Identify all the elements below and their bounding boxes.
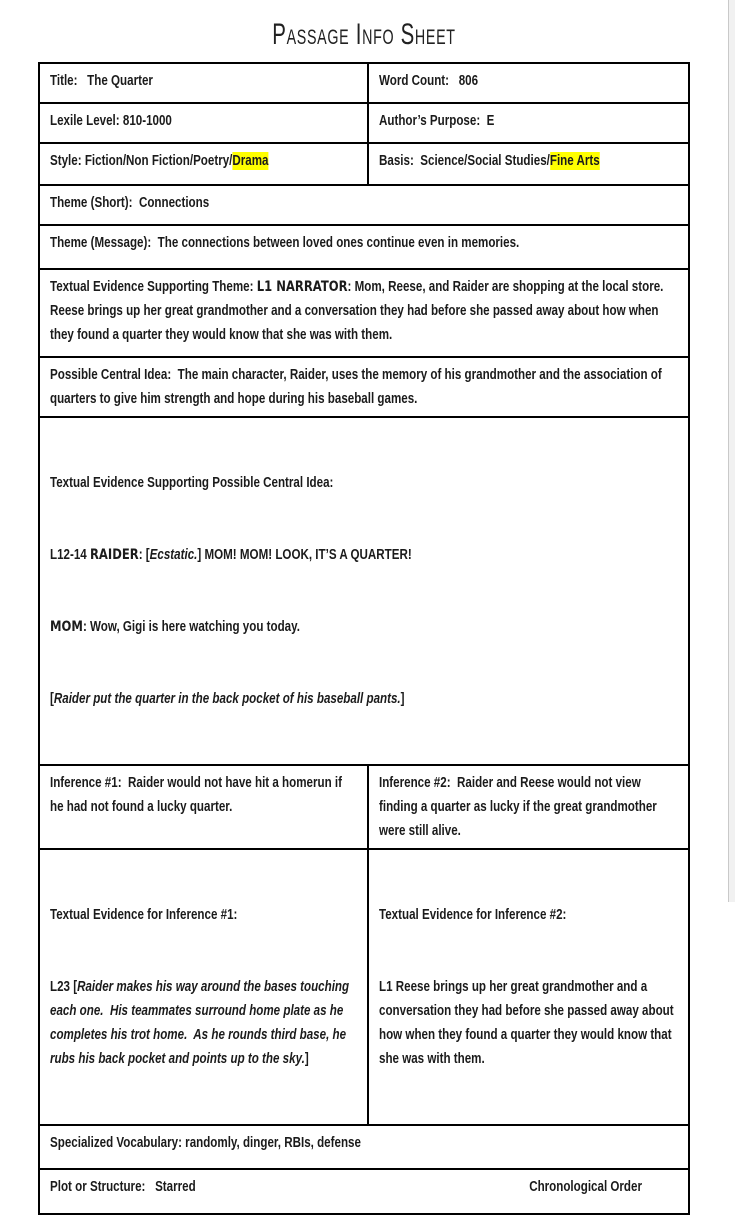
evidence-central-idea-field xyxy=(40,418,688,764)
theme-short-value: Connections xyxy=(138,195,210,211)
stage-direction-bases: Raider makes his way around the bases touching each one. His teammates surround home plate as he completes his trot home. As he rounds third base, he rubs his back pocket and points up to the sky. xyxy=(50,979,353,1067)
quote-text: ] MOM! MOM! LOOK, IT’S A QUARTER! xyxy=(197,547,412,563)
inference-1-field xyxy=(40,766,367,848)
basis-options: Science/Social Studies/ xyxy=(420,153,551,169)
evidence-central-idea-label: Textual Evidence Supporting Possible Central Idea: xyxy=(50,475,334,491)
row-lexile-purpose xyxy=(40,102,688,142)
bracket-open: [ xyxy=(50,691,54,707)
title-field xyxy=(40,64,367,102)
vocabulary-value: randomly, dinger, RBIs, defense xyxy=(185,1135,361,1151)
stage-direction-pocket: Raider put the quarter in the back pocket of his baseball pants. xyxy=(53,691,401,707)
evidence-inference-1-close: ] xyxy=(304,1051,309,1067)
central-idea-text: The main character, Raider, uses the memory of his grandmother and the association of quarters to give him strength and hope during his baseball games. xyxy=(50,367,665,407)
row-evidence-theme xyxy=(40,268,688,356)
inference-2-label: Inference #2: xyxy=(379,775,458,791)
authors-purpose-field xyxy=(367,104,688,142)
vocabulary-field xyxy=(40,1126,688,1168)
evidence-theme-speaker: NARRATOR xyxy=(276,279,348,295)
plot-structure-field xyxy=(40,1170,688,1213)
word-count-label: Word Count: xyxy=(379,73,459,89)
row-evidence-central-idea xyxy=(40,416,688,764)
page-edge-strip xyxy=(728,0,735,902)
inference-2-field xyxy=(367,766,688,848)
row-inferences xyxy=(40,764,688,848)
plot-structure-value: Starred xyxy=(155,1179,196,1195)
row-central-idea xyxy=(40,356,688,416)
style-label: Style: xyxy=(50,153,85,169)
word-count-value: 806 xyxy=(458,73,479,89)
basis-selected-highlight: Fine Arts xyxy=(550,153,600,169)
inference-1-label: Inference #1: xyxy=(50,775,129,791)
title-value: The Quarter xyxy=(87,73,153,89)
theme-short-label: Theme (Short): xyxy=(50,195,139,211)
evidence-central-idea-mom-line xyxy=(50,615,678,639)
inference-2-text: Raider and Reese would not view finding a quarter as lucky if the great grandmother were still alive. xyxy=(379,775,661,839)
row-theme-short xyxy=(40,184,688,224)
row-plot-structure xyxy=(40,1168,688,1213)
theme-message-value: The connections between loved ones continue even in memories. xyxy=(157,235,520,251)
central-idea-field xyxy=(40,358,688,416)
evidence-inference-1-label: Textual Evidence for Inference #1: xyxy=(50,907,238,923)
theme-short-field xyxy=(40,186,688,224)
evidence-inference-2-label: Textual Evidence for Inference #2: xyxy=(379,907,567,923)
inference-1-text: Raider would not have hit a homerun if he had not found a lucky quarter. xyxy=(50,775,346,815)
evidence-theme-label: Textual Evidence Supporting Theme: xyxy=(50,279,257,295)
stage-direction-ecstatic: Ecstatic. xyxy=(149,547,198,563)
basis-label: Basis: xyxy=(379,153,421,169)
plot-structure-order: Chronological Order xyxy=(529,1179,642,1195)
bracket-close: ] xyxy=(400,691,405,707)
lexile-label: Lexile Level: xyxy=(50,113,123,129)
page-title: Passage Info Sheet xyxy=(272,18,456,51)
mom-quote-text: : Wow, Gigi is here watching you today. xyxy=(82,619,300,635)
quote-speaker-raider: RAIDER xyxy=(89,547,139,563)
row-vocabulary xyxy=(40,1124,688,1168)
word-count-field xyxy=(367,64,688,102)
row-evidence-inferences xyxy=(40,848,688,1124)
evidence-inference-1-field xyxy=(40,850,367,1124)
theme-message-field xyxy=(40,226,688,268)
evidence-central-idea-quote-line xyxy=(50,543,678,567)
lexile-field xyxy=(40,104,367,142)
evidence-theme-text: : Mom, Reese, and Raider are shopping at the local store. Reese brings up her great grandmother and a conversation they had before she passed away about how when they found a quarter they would know that she was with them. xyxy=(50,279,670,343)
evidence-theme-field xyxy=(40,270,688,356)
style-selected-highlight: Drama xyxy=(232,153,269,169)
style-options: Fiction/Non Fiction/Poetry/ xyxy=(84,153,233,169)
row-style-basis xyxy=(40,142,688,184)
passage-info-table xyxy=(38,62,690,1215)
central-idea-label: Possible Central Idea: xyxy=(50,367,178,383)
authors-purpose-value: E xyxy=(486,113,495,129)
evidence-theme-line-ref: L1 xyxy=(256,279,277,295)
title-label: Title: xyxy=(50,73,88,89)
row-theme-message xyxy=(40,224,688,268)
authors-purpose-label: Author’s Purpose: xyxy=(379,113,487,129)
basis-field xyxy=(367,144,688,184)
quote-punctuation: : [ xyxy=(138,547,150,563)
plot-structure-left xyxy=(50,1175,196,1199)
plot-structure-label: Plot or Structure: xyxy=(50,1179,156,1195)
quote-speaker-mom: MOM xyxy=(50,619,83,635)
evidence-inference-1-open: L23 [ xyxy=(50,979,78,995)
evidence-central-idea-stage-line xyxy=(50,687,678,711)
evidence-inference-1-quote xyxy=(50,975,357,1071)
lexile-value: 810-1000 xyxy=(122,113,172,129)
quote-line-ref: L12-14 xyxy=(50,547,90,563)
vocabulary-label: Specialized Vocabulary: xyxy=(50,1135,186,1151)
style-field xyxy=(40,144,367,184)
theme-message-label: Theme (Message): xyxy=(50,235,158,251)
row-title-wordcount xyxy=(40,64,688,102)
evidence-inference-2-field xyxy=(367,850,688,1124)
evidence-inference-2-text: L1 Reese brings up her great grandmother and a conversation they had before she passed away about how when they found a quarter they would know that she was with them. xyxy=(379,979,678,1067)
